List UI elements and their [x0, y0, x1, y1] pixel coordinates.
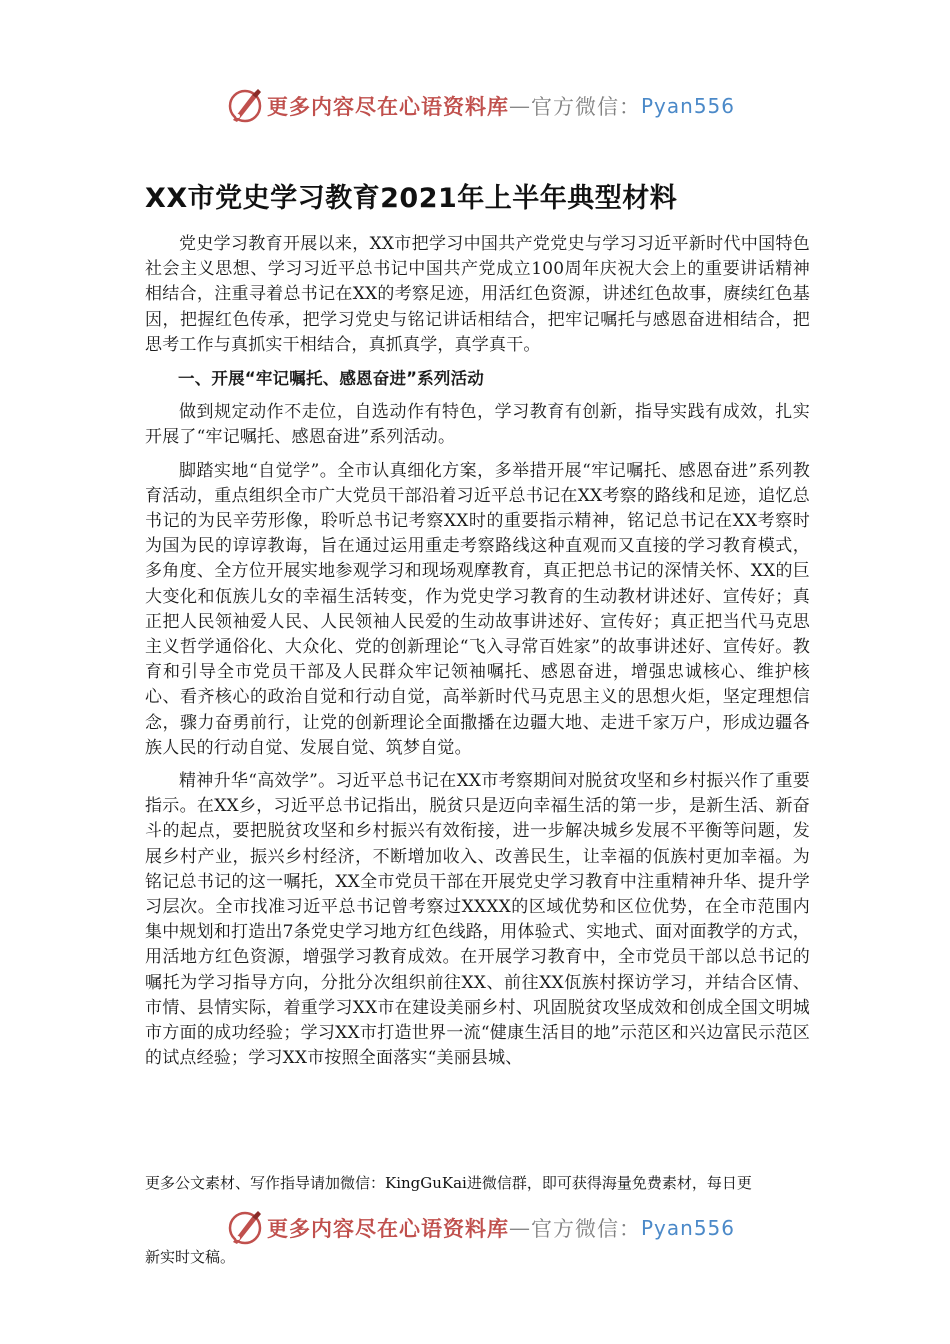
- watermark-wechat-id: Pyan556: [641, 94, 736, 118]
- watermark-main-text: 更多内容尽在心语资料库: [267, 1216, 509, 1241]
- watermark-wechat-id: Pyan556: [641, 1216, 736, 1240]
- watermark-banner-bottom: [225, 1208, 735, 1248]
- section-heading: 一、开展“牢记嘱托、感恩奋进”系列活动: [178, 369, 484, 389]
- fountain-pen-logo-icon: [225, 1208, 265, 1248]
- document-body: [145, 232, 810, 1080]
- watermark-separator: —: [509, 94, 531, 118]
- body-paragraph-efficient-study: 精神升华“高效学”。习近平总书记在XX市考察期间对脱贫攻坚和乡村振兴作了重要指示。在XX乡，习近平总书记指出，脱贫只是迈向幸福生活的第一步，是新生活、新奋斗的起点，要把脱贫攻坚和乡村振兴有效衔接，进一步解决城乡发展不平衡等问题，发展乡村产业，振兴乡村经济，不断增加收入、改善民生，让幸福的佤族村更加幸福。为铭记总书记的这一嘱托，XX全市党员干部在开展党史学习教育中注重精神升华、提升学习层次。全市找准习近平总书记曾考察过XXXX的区域优势和区位优势，在全市范围内集中规划和打造出7条党史学习地方红色线路，用体验式、实地式、面对面教学的方式，用活地方红色资源，增强学习教育成效。在开展学习教育中，全市党员干部以总书记的嘱托为学习指导方向，分批分次组织前往XX、前往XX佤族村探访学习，并结合区情、市情、县情实际，着重学习XX市在建设美丽乡村、巩固脱贫攻坚成效和创成全国文明城市方面的成功经验；学习XX市打造世界一流“健康生活目的地”示范区和兴边富民示范区的试点经验；学习XX市按照全面落实“美丽县城、: [145, 771, 810, 1069]
- fountain-pen-logo-icon: [225, 86, 265, 126]
- footer-note: 更多公文素材、写作指导请加微信：KingGuKai进微信群，即可获得海量免费素材，每日更: [145, 1174, 752, 1192]
- body-paragraph-self-study: 脚踏实地“自觉学”。全市认真细化方案，多举措开展“牢记嘱托、感恩奋进”系列教育活动，重点组织全市广大党员干部沿着习近平总书记在XX考察的路线和足迹，追忆总书记的为民辛劳形像，聆听总书记考察XX时的重要指示精神，铭记总书记在XX考察时为国为民的谆谆教诲，旨在通过运用重走考察路线这种直观而又直接的学习教育模式，多角度、全方位开展实地参观学习和现场观摩教育，真正把总书记的深情关怀、XX的巨大变化和佤族儿女的幸福生活转变，作为党史学习教育的生动教材讲述好、宣传好；真正把人民领袖爱人民、人民领袖人民爱的生动故事讲述好、宣传好；真正把当代马克思主义哲学通俗化、大众化、党的创新理论“飞入寻常百姓家”的故事讲述好、宣传好。教育和引导全市党员干部及人民群众牢记领袖嘱托、感恩奋进，增强忠诚核心、维护核心、看齐核心的政治自觉和行动自觉，高举新时代马克思主义的思想火炬，坚定理想信念，骤力奋勇前行，让党的创新理论全面撒播在边疆大地、走进千家万户，形成边疆各族人民的行动自觉、发展自觉、筑梦自觉。: [145, 460, 810, 758]
- watermark-label: 官方微信：: [531, 95, 641, 119]
- watermark-separator: —: [509, 1216, 531, 1240]
- document-title: XX市党史学习教育2021年上半年典型材料: [145, 183, 678, 214]
- watermark-main-text: 更多内容尽在心语资料库: [267, 94, 509, 119]
- footer-continuation: 新实时文稿。: [145, 1248, 236, 1266]
- section-lead-paragraph: 做到规定动作不走位，自选动作有特色，学习教育有创新，指导实践有成效，扎实开展了“牢记嘱托、感恩奋进”系列活动。: [145, 402, 810, 448]
- watermark-label: 官方微信：: [531, 1217, 641, 1241]
- intro-paragraph: 党史学习教育开展以来，XX市把学习中国共产党党史与学习习近平新时代中国特色社会主义思想、学习习近平总书记中国共产党成立100周年庆祝大会上的重要讲话精神相结合，注重寻着总书记在XX的考察足迹，用活红色资源，讲述红色故事，赓续红色基因，把握红色传承，把学习党史与铭记讲话相结合，把牢记嘱托与感恩奋进相结合，把思考工作与真抓实干相结合，真抓真学，真学真干。: [145, 234, 810, 355]
- watermark-banner-top: [225, 86, 735, 126]
